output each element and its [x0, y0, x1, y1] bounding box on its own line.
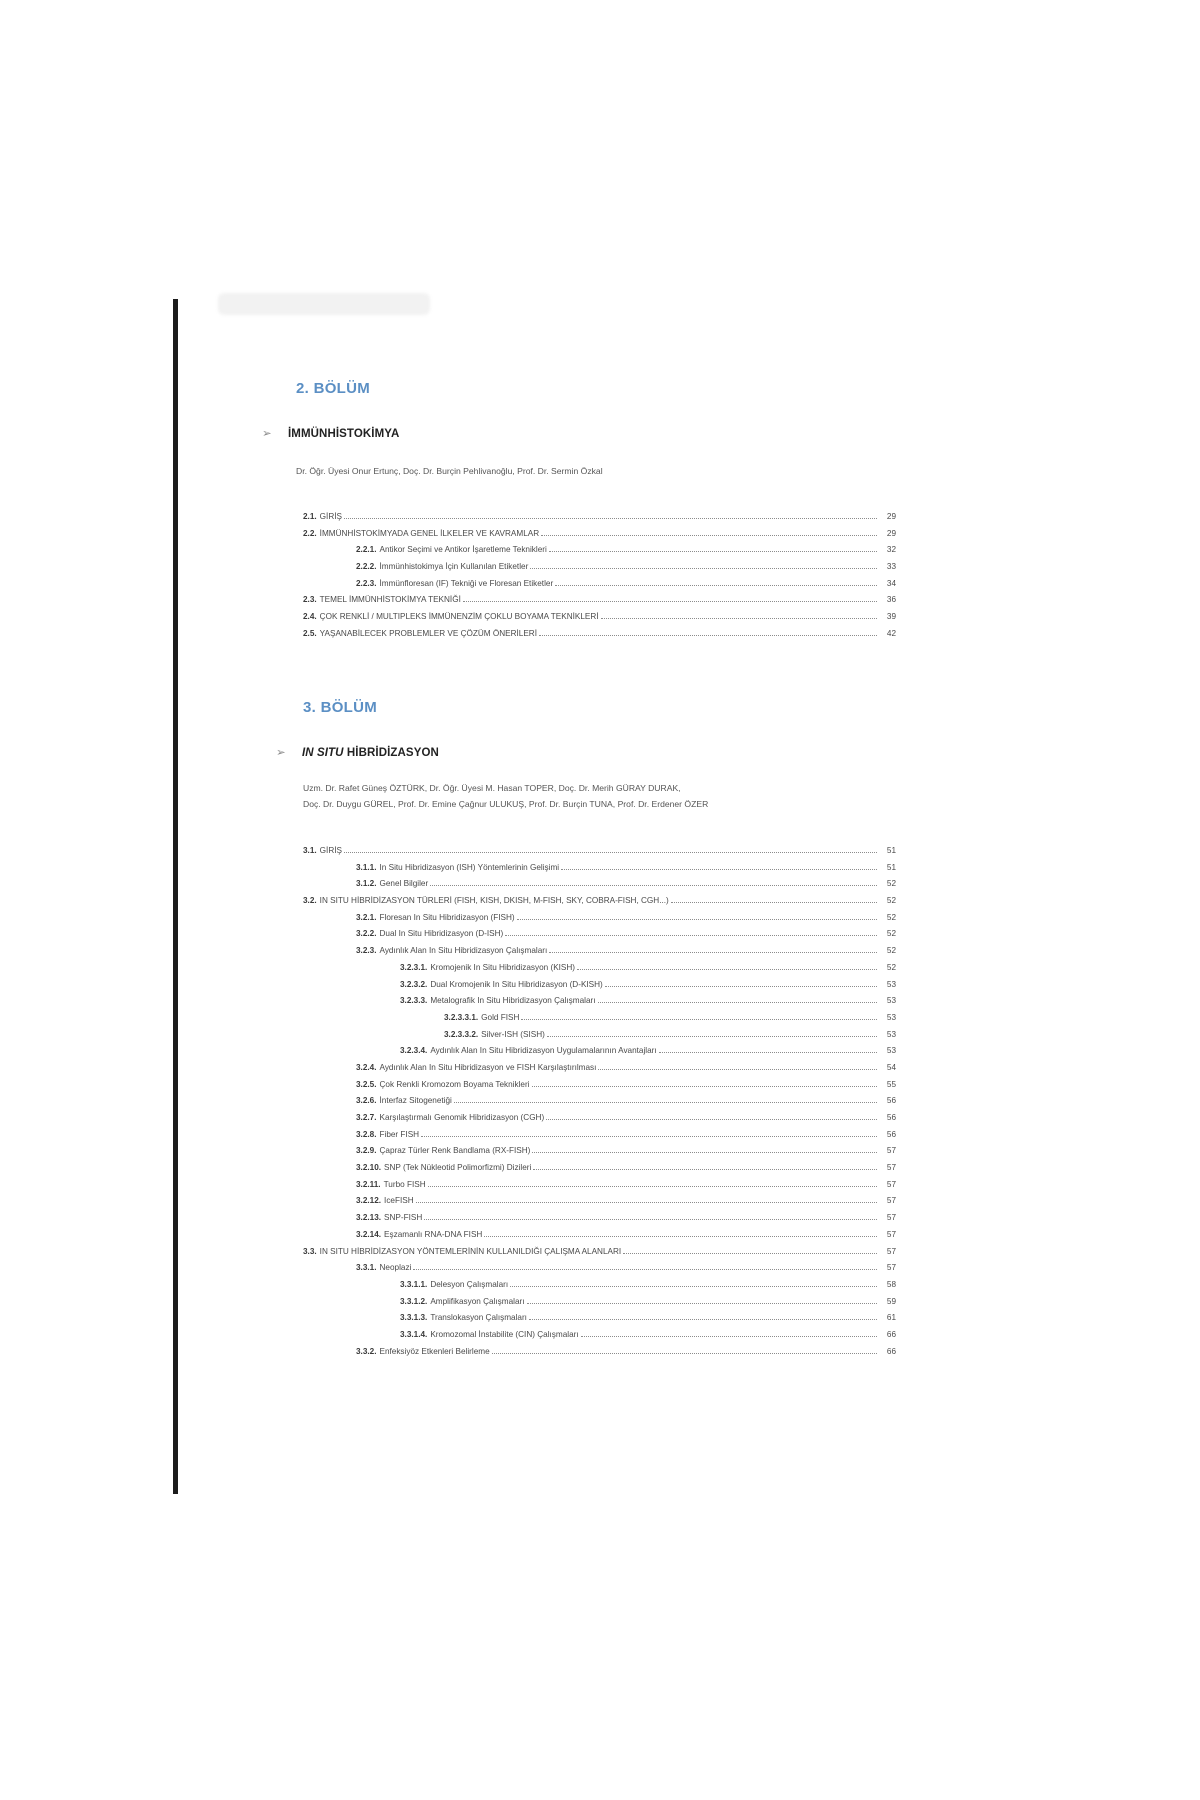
toc-entry-title: Neoplazi — [379, 1263, 412, 1273]
toc-entry-title: Amplifikasyon Çalışmaları — [430, 1296, 525, 1306]
toc-entry[interactable] — [303, 1330, 896, 1347]
toc-entry-number: 2.2.2. — [356, 562, 377, 572]
toc-entry[interactable] — [303, 1030, 896, 1047]
toc-entry-page-number: 33 — [886, 562, 896, 572]
dot-leader — [549, 952, 877, 953]
toc-entry-number: 3.2.3.4. — [400, 1046, 428, 1056]
toc-entry[interactable] — [303, 1180, 896, 1197]
dot-leader — [533, 1169, 877, 1170]
dot-leader — [484, 1236, 877, 1237]
toc-entry-page-number: 53 — [886, 979, 896, 989]
toc-entry-title: İmmünhistokimya İçin Kullanılan Etiketler — [379, 562, 529, 572]
toc-entry-title: Çok Renkli Kromozom Boyama Teknikleri — [379, 1079, 530, 1089]
toc-entry-number: 3.3.1.2. — [400, 1296, 428, 1306]
toc-entry-number: 3.2.4. — [356, 1062, 377, 1072]
toc-entry[interactable] — [303, 1013, 896, 1030]
toc-entry[interactable] — [303, 1080, 896, 1097]
toc-entry-page-number: 57 — [886, 1263, 896, 1273]
toc-entry[interactable] — [303, 612, 896, 629]
toc-entry[interactable] — [303, 863, 896, 880]
toc-entry-title: Aydınlık Alan In Situ Hibridizasyon ve FISH Karşılaştırılması — [379, 1062, 597, 1072]
toc-entry-number: 3.1.1. — [356, 862, 377, 872]
toc-entry-title: SNP-FISH — [384, 1213, 423, 1223]
toc-entry-title: In Situ Hibridizasyon (ISH) Yöntemlerinin Gelişimi — [379, 862, 560, 872]
toc-entry[interactable] — [303, 1280, 896, 1297]
toc-entry-page-number: 57 — [886, 1246, 896, 1256]
toc-entry-page-number: 66 — [886, 1346, 896, 1356]
dot-leader — [547, 1036, 877, 1037]
toc-entry-number: 2.2.1. — [356, 545, 377, 555]
toc-entry-page-number: 56 — [886, 1129, 896, 1139]
chapter-2-heading: 2. BÖLÜM — [296, 380, 371, 397]
toc-entry-number: 2.3. — [303, 595, 317, 605]
toc-entry-number: 3.2.1. — [356, 912, 377, 922]
dot-leader — [581, 1336, 877, 1337]
toc-entry-number: 3.1. — [303, 846, 317, 855]
toc-entry-page-number: 59 — [886, 1296, 896, 1306]
toc-entry[interactable] — [303, 1230, 896, 1247]
toc-entry-title: Aydınlık Alan In Situ Hibridizasyon Çalışmaları — [379, 946, 548, 956]
toc-entry[interactable] — [303, 1313, 896, 1330]
toc-entry-number: 3.2.11. — [356, 1179, 381, 1189]
section-title-italic: IN SITU — [302, 747, 344, 759]
toc-entry[interactable] — [303, 1113, 896, 1130]
dot-leader — [424, 1219, 877, 1220]
toc-entry[interactable] — [303, 879, 896, 896]
toc-entry-page-number: 56 — [886, 1096, 896, 1106]
dot-leader — [517, 919, 877, 920]
toc-entry-title: Silver-ISH (SISH) — [481, 1029, 545, 1039]
toc-entry[interactable] — [303, 1130, 896, 1147]
chapter-3-toc — [303, 846, 896, 1363]
toc-entry-title: Delesyon Çalışmaları — [430, 1279, 509, 1289]
toc-entry-title: İMMÜNHİSTOKİMYADA GENEL İLKELER VE KAVRAMLAR — [319, 528, 540, 538]
chapter-2-section-title — [262, 426, 399, 440]
page-binding-line — [173, 299, 178, 1494]
dot-leader — [598, 1069, 877, 1070]
dot-leader — [344, 518, 877, 519]
toc-entry-number: 2.2.3. — [356, 578, 377, 588]
toc-entry[interactable] — [303, 545, 896, 562]
toc-entry-title: Çapraz Türler Renk Bandlama (RX-FISH) — [379, 1146, 531, 1156]
toc-entry-page-number: 56 — [886, 1113, 896, 1122]
toc-entry[interactable] — [303, 946, 896, 963]
toc-entry-page-number: 29 — [886, 512, 896, 521]
dot-leader — [510, 1286, 877, 1287]
faded-header-text — [218, 293, 430, 315]
dot-leader — [605, 986, 877, 987]
toc-entry-number: 2.1. — [303, 512, 317, 521]
toc-entry-number: 3.1.2. — [356, 879, 377, 889]
toc-entry[interactable] — [303, 963, 896, 980]
dot-leader — [623, 1253, 877, 1254]
toc-entry-title: IN SITU HİBRİDİZASYON TÜRLERİ (FISH, KISH, DKISH, M-FISH, SKY, COBRA-FISH, CGH...) — [319, 896, 669, 906]
toc-entry-number: 3.2. — [303, 896, 317, 906]
toc-entry-title: Genel Bilgiler — [379, 879, 429, 889]
toc-entry-title: TEMEL İMMÜNHİSTOKİMYA TEKNİĞİ — [319, 595, 461, 605]
toc-entry-number: 3.2.5. — [356, 1079, 377, 1089]
toc-entry-page-number: 53 — [886, 1012, 896, 1022]
toc-entry-title: Translokasyon Çalışmaları — [430, 1313, 527, 1323]
authors-line: Dr. Öğr. Üyesi Onur Ertunç, Doç. Dr. Burçin Pehlivanoğlu, Prof. Dr. Sermin Özkal — [296, 466, 603, 476]
toc-entry-page-number: 52 — [886, 962, 896, 972]
toc-entry-number: 2.5. — [303, 628, 317, 638]
toc-entry-title: İnterfaz Sitogenetiği — [379, 1096, 452, 1106]
toc-entry-page-number: 34 — [886, 578, 896, 588]
toc-entry-number: 3.2.12. — [356, 1196, 382, 1206]
toc-entry-title: IN SITU HİBRİDİZASYON YÖNTEMLERİNİN KULLANILDIĞI ÇALIŞMA ALANLARI — [319, 1246, 622, 1256]
dot-leader — [527, 1303, 877, 1304]
toc-entry-number: 3.3. — [303, 1246, 317, 1256]
dot-leader — [454, 1102, 877, 1103]
toc-entry-title: Kromojenik In Situ Hibridizasyon (KISH) — [430, 962, 576, 972]
toc-entry[interactable] — [303, 529, 896, 546]
toc-entry-page-number: 42 — [886, 628, 896, 638]
dot-leader — [598, 1002, 877, 1003]
toc-entry-title: Gold FISH — [481, 1012, 520, 1022]
chapter-2-authors — [296, 463, 603, 479]
toc-entry-number: 2.2. — [303, 528, 317, 538]
toc-entry[interactable] — [303, 1046, 896, 1063]
dot-leader — [413, 1269, 877, 1270]
dot-leader — [421, 1136, 877, 1137]
toc-entry[interactable] — [303, 913, 896, 930]
toc-entry-page-number: 52 — [886, 896, 896, 906]
toc-entry[interactable] — [303, 562, 896, 579]
toc-entry-number: 3.2.3. — [356, 946, 377, 956]
dot-leader — [530, 568, 877, 569]
toc-entry-title: Turbo FISH — [383, 1179, 426, 1189]
dot-leader — [549, 551, 877, 552]
section-title-text: HİBRİDİZASYON — [343, 747, 439, 759]
toc-entry-page-number: 52 — [886, 929, 896, 939]
toc-entry-number: 3.2.8. — [356, 1129, 377, 1139]
toc-entry-page-number: 39 — [886, 612, 896, 622]
toc-entry-page-number: 52 — [886, 879, 896, 889]
toc-entry[interactable] — [303, 1146, 896, 1163]
toc-entry-page-number: 53 — [886, 1046, 896, 1056]
toc-entry[interactable] — [303, 1297, 896, 1314]
toc-entry-page-number: 54 — [886, 1062, 896, 1072]
toc-entry-title: Metalografik In Situ Hibridizasyon Çalışmaları — [430, 996, 596, 1006]
toc-entry-title: GİRİŞ — [319, 846, 342, 855]
toc-entry-page-number: 57 — [886, 1196, 896, 1206]
toc-entry-page-number: 53 — [886, 1029, 896, 1039]
toc-entry-title: IceFISH — [384, 1196, 414, 1206]
toc-entry[interactable] — [303, 1196, 896, 1213]
toc-entry[interactable] — [303, 896, 896, 913]
toc-entry-number: 3.2.13. — [356, 1213, 382, 1223]
toc-entry-title: GİRİŞ — [319, 512, 342, 521]
toc-entry-page-number: 32 — [886, 545, 896, 555]
dot-leader — [601, 618, 877, 619]
toc-entry[interactable] — [303, 980, 896, 997]
toc-entry-page-number: 51 — [886, 846, 896, 855]
toc-entry-page-number: 66 — [886, 1329, 896, 1339]
toc-entry-page-number: 29 — [886, 528, 896, 538]
toc-entry-page-number: 36 — [886, 595, 896, 605]
toc-entry-number: 2.4. — [303, 612, 317, 622]
toc-entry[interactable] — [303, 1063, 896, 1080]
dot-leader — [430, 885, 877, 886]
dot-leader — [539, 635, 877, 636]
dot-leader — [671, 902, 877, 903]
dot-leader — [344, 852, 877, 853]
toc-entry[interactable] — [303, 629, 896, 646]
toc-entry-page-number: 53 — [886, 996, 896, 1006]
dot-leader — [541, 535, 877, 536]
dot-leader — [463, 601, 877, 602]
toc-entry[interactable] — [303, 846, 896, 863]
toc-entry-number: 3.2.3.1. — [400, 962, 428, 972]
dot-leader — [505, 935, 877, 936]
toc-entry-title: SNP (Tek Nükleotid Polimorfizmi) Dizileri — [384, 1163, 532, 1173]
dot-leader — [546, 1119, 877, 1120]
toc-entry-page-number: 57 — [886, 1213, 896, 1223]
toc-entry-page-number: 57 — [886, 1146, 896, 1156]
chapter-3-authors — [303, 780, 708, 812]
dot-leader — [492, 1353, 877, 1354]
toc-entry-page-number: 61 — [886, 1313, 896, 1323]
toc-entry-page-number: 58 — [886, 1279, 896, 1289]
toc-entry-number: 3.2.2. — [356, 929, 377, 939]
section-title-text: İMMÜNHİSTOKİMYA — [288, 428, 400, 440]
chapter-3-heading: 3. BÖLÜM — [303, 699, 378, 716]
toc-entry[interactable] — [303, 996, 896, 1013]
dot-leader — [659, 1052, 877, 1053]
toc-entry[interactable] — [303, 1347, 896, 1364]
toc-entry-page-number: 57 — [886, 1229, 896, 1239]
dot-leader — [561, 869, 877, 870]
toc-entry-title: Aydınlık Alan In Situ Hibridizasyon Uygulamalarının Avantajları — [430, 1046, 657, 1056]
dot-leader — [555, 585, 877, 586]
toc-entry-number: 3.2.3.3.1. — [444, 1012, 479, 1022]
toc-entry[interactable] — [303, 595, 896, 612]
toc-entry-page-number: 52 — [886, 912, 896, 922]
toc-entry-number: 3.2.9. — [356, 1146, 377, 1156]
toc-entry[interactable] — [303, 929, 896, 946]
toc-entry-title: YAŞANABİLECEK PROBLEMLER VE ÇÖZÜM ÖNERİLERİ — [319, 628, 537, 638]
toc-entry[interactable] — [303, 1096, 896, 1113]
dot-leader — [521, 1019, 877, 1020]
toc-entry-number: 3.3.1. — [356, 1263, 377, 1273]
toc-entry-title: Dual In Situ Hibridizasyon (D-ISH) — [379, 929, 504, 939]
toc-entry-number: 3.2.10. — [356, 1163, 382, 1173]
toc-entry-number: 3.2.14. — [356, 1229, 382, 1239]
toc-entry-title: Karşılaştırmalı Genomik Hibridizasyon (CGH) — [379, 1113, 545, 1122]
toc-entry-title: Floresan In Situ Hibridizasyon (FISH) — [379, 912, 515, 922]
toc-entry-title: Dual Kromojenik In Situ Hibridizasyon (D-KISH) — [430, 979, 603, 989]
toc-entry-number: 3.3.1.4. — [400, 1329, 428, 1339]
toc-entry[interactable] — [303, 1213, 896, 1230]
toc-entry-title: Fiber FISH — [379, 1129, 420, 1139]
toc-entry-page-number: 52 — [886, 946, 896, 956]
chapter-2-toc — [303, 512, 896, 646]
toc-entry-number: 3.3.2. — [356, 1346, 377, 1356]
toc-entry[interactable] — [303, 512, 896, 529]
toc-entry-number: 3.2.3.2. — [400, 979, 428, 989]
dot-leader — [428, 1186, 877, 1187]
dot-leader — [577, 969, 877, 970]
toc-entry-page-number: 57 — [886, 1179, 896, 1189]
toc-entry-number: 3.3.1.1. — [400, 1279, 428, 1289]
toc-entry[interactable] — [303, 1263, 896, 1280]
toc-entry-page-number: 51 — [886, 862, 896, 872]
toc-entry-title: ÇOK RENKLİ / MULTIPLEKS İMMÜNENZİM ÇOKLU BOYAMA TEKNİKLERİ — [319, 612, 599, 622]
toc-entry-title: Antikor Seçimi ve Antikor İşaretleme Teknikleri — [379, 545, 547, 555]
toc-entry-title: Kromozomal İnstabilite (CIN) Çalışmaları — [430, 1329, 579, 1339]
toc-entry-number: 3.2.6. — [356, 1096, 377, 1106]
toc-entry-number: 3.2.7. — [356, 1113, 377, 1122]
arrow-bullet-icon: ➢ — [276, 747, 286, 759]
toc-entry-title: İmmünfloresan (IF) Tekniği ve Floresan Etiketler — [379, 578, 554, 588]
dot-leader — [529, 1319, 877, 1320]
chapter-3-section-title — [276, 745, 439, 759]
toc-entry[interactable] — [303, 1247, 896, 1264]
authors-line-2: Doç. Dr. Duygu GÜREL, Prof. Dr. Emine Çağnur ULUKUŞ, Prof. Dr. Burçin TUNA, Prof. Dr. Erdener ÖZER — [303, 799, 709, 809]
toc-entry[interactable] — [303, 1163, 896, 1180]
toc-entry-page-number: 55 — [886, 1079, 896, 1089]
dot-leader — [532, 1086, 877, 1087]
toc-entry-number: 3.2.3.3.2. — [444, 1029, 479, 1039]
toc-entry-title: Enfeksiyöz Etkenleri Belirleme — [379, 1346, 490, 1356]
toc-entry-number: 3.2.3.3. — [400, 996, 428, 1006]
toc-entry[interactable] — [303, 579, 896, 596]
toc-entry-number: 3.3.1.3. — [400, 1313, 428, 1323]
dot-leader — [532, 1152, 877, 1153]
authors-line-1: Uzm. Dr. Rafet Güneş ÖZTÜRK, Dr. Öğr. Üyesi M. Hasan TOPER, Doç. Dr. Merih GÜRAY DURAK, — [303, 783, 681, 793]
toc-entry-page-number: 57 — [886, 1163, 896, 1173]
dot-leader — [416, 1202, 877, 1203]
arrow-bullet-icon: ➢ — [262, 428, 272, 440]
toc-entry-title: Eşzamanlı RNA-DNA FISH — [384, 1229, 483, 1239]
